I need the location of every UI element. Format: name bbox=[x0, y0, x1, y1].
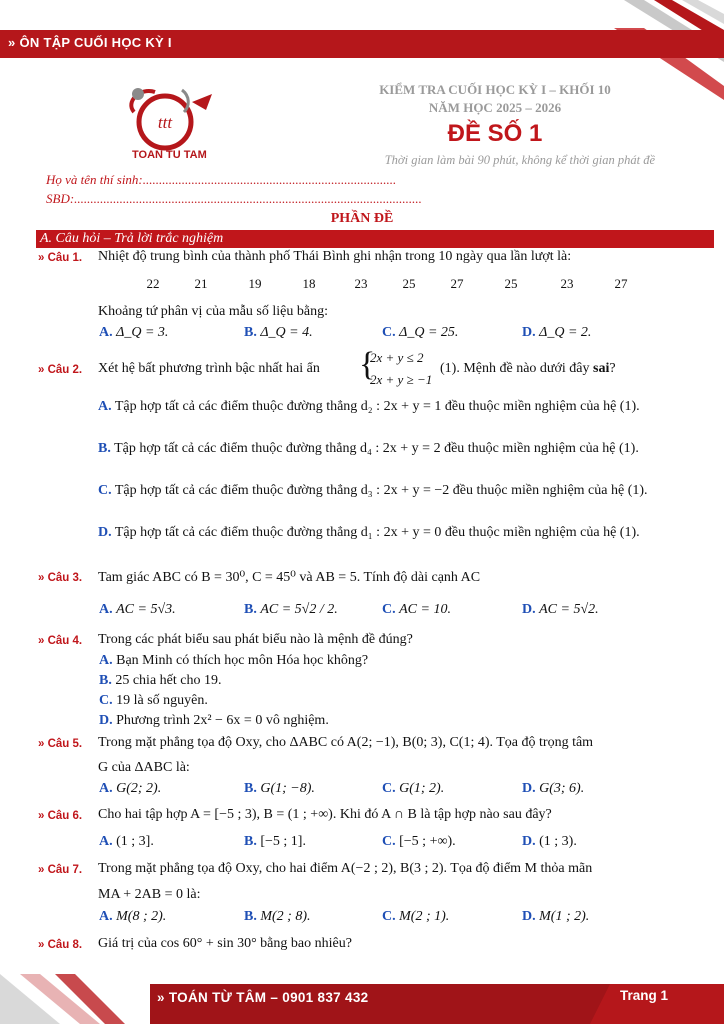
system-brace: { bbox=[359, 346, 376, 383]
option-c: C. AC = 10. bbox=[382, 602, 451, 617]
option-c: C. 19 là số nguyên. bbox=[99, 693, 208, 708]
data-value: 25 bbox=[504, 276, 518, 291]
student-id-field: SBD:........................................................................................................... bbox=[46, 191, 422, 206]
question-label: » Câu 5. bbox=[38, 738, 83, 750]
exam-time: Thời gian làm bài 90 phút, không kể thời gian phát đề bbox=[384, 153, 655, 167]
option-d: D. G(3; 6). bbox=[522, 781, 585, 796]
data-value: 22 bbox=[146, 276, 160, 291]
question-text: Cho hai tập hợp A = [−5 ; 3), B = (1 ; +∞). Khi đó A ∩ B là tập hợp nào sau đây? bbox=[98, 807, 552, 822]
option-b: B. Tập hợp tất cả các điểm thuộc đường thẳng d₄ : 2x + y = 2 đều thuộc miền nghiệm của hệ (1). bbox=[98, 441, 639, 456]
option-b: B. G(1; −8). bbox=[244, 781, 315, 796]
page-number: Trang 1 bbox=[620, 988, 669, 1003]
option-a: A. (1 ; 3]. bbox=[99, 834, 154, 849]
footer-text: » TOÁN TỪ TÂM – 0901 837 432 bbox=[157, 990, 369, 1005]
question-text: Trong mặt phẳng tọa độ Oxy, cho hai điểm A(−2 ; 2), B(3 ; 2). Tọa độ điểm M thỏa mãn bbox=[98, 861, 593, 876]
question-text: Tam giác ABC có B = 30⁰, C = 45⁰ và AB = 5. Tính độ dài cạnh AC bbox=[98, 570, 481, 585]
option-d: D. Phương trình 2x² − 6x = 0 vô nghiệm. bbox=[99, 713, 329, 728]
question-text: Trong mặt phẳng tọa độ Oxy, cho ΔABC có A(2; −1), B(0; 3), C(1; 4). Tọa độ trọng tâm bbox=[98, 735, 594, 750]
question-label: » Câu 1. bbox=[38, 252, 83, 264]
data-value: 21 bbox=[194, 276, 208, 291]
option-b: B. 25 chia hết cho 19. bbox=[99, 673, 222, 688]
system-line-1: 2x + y ≤ 2 bbox=[370, 350, 424, 365]
option-a: A. M(8 ; 2). bbox=[99, 909, 167, 924]
data-value: 23 bbox=[560, 276, 574, 291]
option-a: A. Bạn Minh có thích học môn Hóa học không? bbox=[99, 653, 369, 668]
question-label: » Câu 4. bbox=[38, 635, 83, 647]
option-d: D. Tập hợp tất cả các điểm thuộc đường thẳng d₁ : 2x + y = 0 đều thuộc miền nghiệm của hệ (1). bbox=[98, 525, 640, 540]
student-name-field: Họ và tên thí sinh:.............................................................................. bbox=[46, 172, 397, 187]
option-b: B. [−5 ; 1]. bbox=[244, 834, 306, 849]
exam-header-line2: NĂM HỌC 2025 – 2026 bbox=[428, 100, 562, 115]
logo-text: TOAN TU TAM bbox=[132, 149, 207, 161]
option-d: D. M(1 ; 2). bbox=[522, 909, 590, 924]
question-text: Xét hệ bất phương trình bậc nhất hai ẩn bbox=[98, 361, 320, 376]
exam-title: ĐỀ SỐ 1 bbox=[447, 120, 543, 147]
option-b: B. AC = 5√2 / 2. bbox=[244, 602, 338, 617]
option-c: C. G(1; 2). bbox=[382, 781, 445, 796]
option-a: A. G(2; 2). bbox=[99, 781, 162, 796]
data-value: 27 bbox=[450, 276, 464, 291]
data-value: 18 bbox=[302, 276, 316, 291]
section-title: A. Câu hỏi – Trả lời trắc nghiệm bbox=[40, 231, 224, 246]
question-text: MA + 2AB = 0 là: bbox=[98, 887, 201, 902]
question-label: » Câu 3. bbox=[38, 572, 83, 584]
option-d: D. AC = 5√2. bbox=[522, 602, 599, 617]
data-value: 25 bbox=[402, 276, 416, 291]
question-text: Giá trị của cos 60° + sin 30° bằng bao nhiêu? bbox=[98, 936, 352, 951]
data-value: 19 bbox=[248, 276, 262, 291]
option-c: C. M(2 ; 1). bbox=[382, 909, 450, 924]
system-line-2: 2x + y ≥ −1 bbox=[370, 372, 433, 387]
option-b: B. Δ_Q = 4. bbox=[244, 325, 313, 340]
option-a: A. AC = 5√3. bbox=[99, 602, 176, 617]
option-c: C. Tập hợp tất cả các điểm thuộc đường thẳng d₃ : 2x + y = −2 đều thuộc miền nghiệm của hệ (1). bbox=[98, 483, 648, 498]
option-c: C. [−5 ; +∞). bbox=[382, 834, 456, 849]
question-label: » Câu 6. bbox=[38, 810, 83, 822]
question-label: » Câu 7. bbox=[38, 864, 83, 876]
option-a: A. Δ_Q = 3. bbox=[99, 325, 169, 340]
question-text: (1). Mệnh đề nào dưới đây sai? bbox=[440, 361, 616, 376]
option-d: D. Δ_Q = 2. bbox=[522, 325, 592, 340]
question-label: » Câu 2. bbox=[38, 364, 83, 376]
question-text: Nhiệt độ trung bình của thành phố Thái Bình ghi nhận trong 10 ngày qua lần lượt là: bbox=[98, 249, 572, 264]
data-value: 27 bbox=[614, 276, 628, 291]
exam-header-line1: KIỂM TRA CUỐI HỌC KỲ I – KHỐI 10 bbox=[379, 82, 611, 97]
question-text: G của ΔABC là: bbox=[98, 760, 190, 775]
data-value: 23 bbox=[354, 276, 368, 291]
top-banner-label: » ÔN TẬP CUỐI HỌC KỲ I bbox=[8, 35, 172, 50]
question-label: » Câu 8. bbox=[38, 939, 83, 951]
option-b: B. M(2 ; 8). bbox=[244, 909, 311, 924]
option-d: D. (1 ; 3). bbox=[522, 834, 577, 849]
question-text: Trong các phát biểu sau phát biểu nào là mệnh đề đúng? bbox=[98, 632, 413, 647]
logo-mark: ttt bbox=[157, 113, 173, 132]
option-c: C. Δ_Q = 25. bbox=[382, 325, 459, 340]
option-a: A. Tập hợp tất cả các điểm thuộc đường thẳng d₂ : 2x + y = 1 đều thuộc miền nghiệm của hệ (1). bbox=[98, 399, 640, 414]
question-text: Khoảng tứ phân vị của mẫu số liệu bằng: bbox=[98, 304, 328, 319]
part-title: PHẦN ĐỀ bbox=[330, 211, 394, 226]
